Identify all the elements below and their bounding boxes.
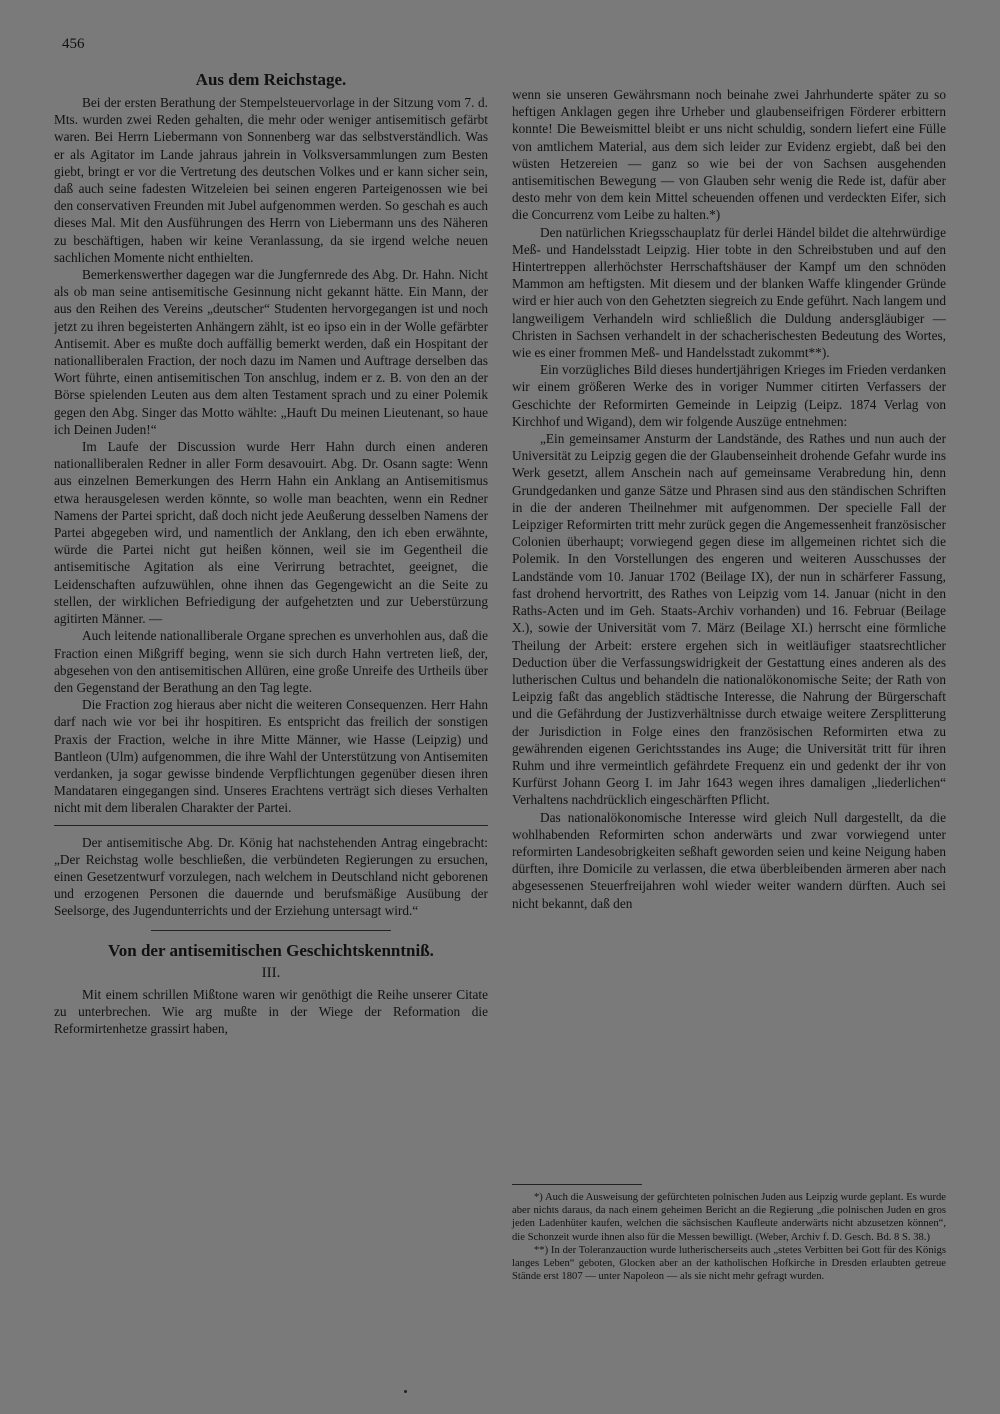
paragraph: wenn sie unseren Gewährsmann noch beinahe zwei Jahrhunderte später zu so heftigen Anklagen gegen ihre Urheber und glaubenseifrigen Förderer erbittern konnte! Die Beweismittel bleibt er uns nicht schuldig, sondern liefert eine Fülle von amtlichem Material, aus dem sich leider zur Evidenz ergiebt, daß bei den wüsten Hetzereien — ganz so wie bei der von Sachsen ausgehenden antisemitischen Bewegung — von Glauben sehr wenig die Rede ist, dafür aber desto mehr von dem kein Mittel scheuenden offenen und verdeckten Eifer, sich die Concurrenz vom Leibe zu halten.*) xyxy=(512,87,946,223)
section-divider xyxy=(54,825,488,826)
print-mark xyxy=(404,1390,407,1393)
footnote-divider xyxy=(512,1184,642,1185)
section-title-geschichtskenntnis: Von der antisemitischen Geschichtskenntniß. xyxy=(108,940,434,960)
footnote: *) Auch die Ausweisung der gefürchteten polnischen Juden aus Leipzig wurde geplant. Es wurde aber nichts daraus, da nach einem geheimen Bericht an die Regierung „die polnischen Juden en gros jeden Ladenhüter kaufen, welchen die sächsischen Kaufleute anderwärts nicht abzusetzen können“, die Schonzeit wurde ihnen also für die Messen bewilligt. (Weber, Archiv f. D. Gesch. Bd. 8 S. 38.) xyxy=(512,1192,946,1243)
paragraph: Auch leitende nationalliberale Organe sprechen es unverhohlen aus, daß die Fraction einen Mißgriff beging, wenn sie sich durch Hahn vertreten ließ, der, abgesehen von den antisemitischen Allüren, eine große Unreife des Urtheils über den Gegenstand der Berathung an den Tag legte. xyxy=(54,628,488,695)
footnotes xyxy=(512,1184,946,1283)
left-column xyxy=(54,70,488,1350)
paragraph: Den natürlichen Kriegsschauplatz für derlei Händel bildet die altehrwürdige Meß- und Handelsstadt Leipzig. Hier tobte in den Schreibstuben und auf den Hintertreppen allerhöchster Herrschaftshäuser der Kampf um den schnöden Mammon am heftigsten. Mit diesem und der blanken Waffe klingender Gründe wird er hier auch von den Gehetzten siegreich zu Ende geführt. Nach langem und langweiligem Verhandeln wird schließlich die Duldung andersgläubiger — Christen in Sachsen verhandelt in der schacherischesten Bedeutung des Wortes, wie es einer frommen Meß- und Handelsstadt zukommt**). xyxy=(512,224,946,361)
paragraph: Bemerkenswerther dagegen war die Jungfernrede des Abg. Dr. Hahn. Nicht als ob man seine antisemitische Gesinnung nicht gekannt hätte. Ein Mann, der aus den Reihen des Vereins „deutscher“ Studenten hervorgegangen ist und noch jetzt zu ihren begeisterten Anhängern zählt, ist eo ipso ein in der Wolle gefärbter Antisemit. Aber es mußte doch auffällig bemerkt werden, daß ein Hospitant der nationalliberalen Fraction, der noch dazu im Namen und Auftrage derselben das Wort führte, einen antisemitischen Ton anschlug, indem er z. B. von den an der Börse spielenden Leuten aus dem alten Testament sprach und zu einer Polemik gegen den Abg. Singer das Motto wählte: „Hauft Du meinen Lieutenant, so haue ich Deinen Juden!“ xyxy=(54,267,488,437)
paragraph: Das nationalökonomische Interesse wird gleich Null dargestellt, da die wohlhabenden Reformirten schon anderwärts und zwar vorwiegend unter reformirten Landesobrigkeiten seßhaft geworden seien und keine Neigung haben dürften, ihre Domicile zu verlassen, die etwa überbleibenden ärmeren aber nach abgesessenen Steuerfreijahren wohl wieder weiter wandern dürften. Auch sei nicht bekannt, daß den xyxy=(512,809,946,911)
paragraph: Ein vorzügliches Bild dieses hundertjährigen Krieges im Frieden verdanken wir einem größeren Werke des in voriger Nummer citirten Verfassers der Geschichte der Reformirten Gemeinde in Leipzig (Leipz. 1874 Verlag von Kirchhof und Wigand), dem wir folgende Auszüge entnehmen: xyxy=(512,362,946,429)
paragraph-antrag: Der antisemitische Abg. Dr. König hat nachstehenden Antrag eingebracht: „Der Reichstag wolle beschließen, die verbündeten Regierungen zu ersuchen, einen Gesetzentwurf vorzulegen, nach welchem in Deutschland nicht geborenen und erzogenen Personen die dauernde und berufsmäßige Ausübung der Seelsorge, des Jugendunterrichts und der Erziehung untersagt wird.“ xyxy=(54,834,488,919)
paragraph: Mit einem schrillen Mißtone waren wir genöthigt die Reihe unserer Citate zu unterbrechen. Wie arg mußte in der Wiege der Reformation die Reformirtenhetze grassirt haben, xyxy=(54,986,488,1036)
paragraph-quote: „Ein gemeinsamer Ansturm der Landstände, des Rathes und nun auch der Universität zu Leipzig gegen die der Glaubenseinheit drohende Gefahr wurde ins Werk gesetzt, allem Anschein nach auf gemeinsame Verabredung hin, denn Grundgedanken und ganze Sätze und Phrasen sind aus den ständischen Schriften in die der anderen Theilnehmer mit aufgenommen. Der specielle Fall der Leipziger Reformirten tritt mehr zurück gegen die Angemessenheit französischer Colonien überhaupt; vorwiegend gegen diese im allgemeinen richtet sich die Polemik. In den Vorstellungen des engeren und weiteren Ausschusses der Landstände vom 10. Januar 1702 (Beilage IX), der nun in schärferer Fassung, fast drohend hervortritt, des Rathes von Leipzig vom 14. Januar (nicht in den Raths-Acten und im Geh. Staats-Archiv vorhanden) und 16. Februar (Beilage X.), sowie der Universität vom 7. März (Beilage XI.) herrscht eine förmliche Theilung der Arbeit: erstere ergehen sich in weitläufiger staatsrechtlicher Deduction über die Verfassungswidrigkeit der Gestattung eines anderen als des lutherischen Cultus und behandeln die nationalökonomische Seite; der Rath von Leipzig faßt das angeblich städtische Interesse, die Nahrung der Bürgerschaft und die Gefährdung der Justizverhältnisse durch etwaige weitere Zersplitterung der Jurisdiction in Folge eines den französischen Reformirten etwa zu gewährenden eigenen Gerichtsstandes ins Auge; die Universität tritt für ihren Ruhm und ihre vermeintlich gefährdete Frequenz ein und gedenkt der ihr von Kurfürst Johann Georg I. im Jahr 1643 wegen ihres damaligen „liederlichen“ Verhaltens nachdrücklich eingeschärften Pflicht. xyxy=(512,431,946,808)
paragraph: Im Laufe der Discussion wurde Herr Hahn durch einen anderen nationalliberalen Redner in aller Form desavouirt. Abg. Dr. Osann sagte: Wenn aus einzelnen Bemerkungen des Herrn Hahn ein Anklang an Antisemitismus etwa herausgelesen werden könnte, so wolle man beachten, wenn ein Redner Namens der Partei spricht, daß doch nicht jede Aeußerung desselben Namens der Partei abgegeben wird, und namentlich der Anklang, den ich eben erwähnte, würde die Partei nicht gut heißen können, weil sie im Gegentheil die antisemitische Agitation als eine Verirrung betrachtet, geeignet, die Leidenschaften aufzuwühlen, ohne ihnen das Gegengewicht an die Seite zu stellen, der wirklichen Befriedigung der aufgehetzten und zur Ueberstürzung agitirten Männer. — xyxy=(54,439,488,627)
footnote: **) In der Toleranzauction wurde lutherischerseits auch „stetes Verbitten bei Gott für des Königs langes Leben“ geboten, Glocken aber an der katholischen Hofkirche in Dresden erlaubten getreue Stände erst 1807 — unter Napoleon — als sie nicht mehr gefragt wurden. xyxy=(512,1244,946,1283)
paragraph: Bei der ersten Berathung der Stempelsteuervorlage in der Sitzung vom 7. d. Mts. wurden zwei Reden gehalten, die mehr oder weniger antisemitisch gefärbt waren. Bei Herrn Liebermann von Sonnenberg war das selbstverständlich. Was er als Agitator im Lande jahraus jahrein in Volksversammlungen zum Besten giebt, bringt er vor die Vertretung des deutschen Volkes und er kann sicher sein, daß auch seine fadesten Witzeleien bei seinen engeren Parteigenossen wie bei den conservativen Freunden mit Jubel aufgenommen werden. So geschah es auch dieses Mal. Mit den Ausführungen des Herrn von Liebermann uns des Näheren zu beschäftigen, haben wir keine Veranlassung, da sie irgend welche neuen sachlichen Momente nicht enthielten. xyxy=(54,95,488,265)
paragraph: Die Fraction zog hieraus aber nicht die weiteren Consequenzen. Herr Hahn darf nach wie vor bei ihr hospitiren. Es entspricht das freilich der sonstigen Praxis der Fraction, welche in ihre Mitte Männer, wie Hasse (Leipzig) und Bantleon (Ulm) aufgenommen, die ihre Wahl der Unterstützung von Antisemiten verdanken, ja sogar gewisse bindende Verpflichtungen gegenüber diesen ihren Mandataren eingegangen sind. Unseres Erachtens verträgt sich dieses Verhalten nicht mit dem liberalen Charakter der Partei. xyxy=(54,697,488,816)
page-number: 456 xyxy=(62,36,85,52)
section-title-reichstag: Aus dem Reichstage. xyxy=(195,70,347,89)
section-subtitle: III. xyxy=(261,964,281,981)
section-divider xyxy=(151,930,391,931)
